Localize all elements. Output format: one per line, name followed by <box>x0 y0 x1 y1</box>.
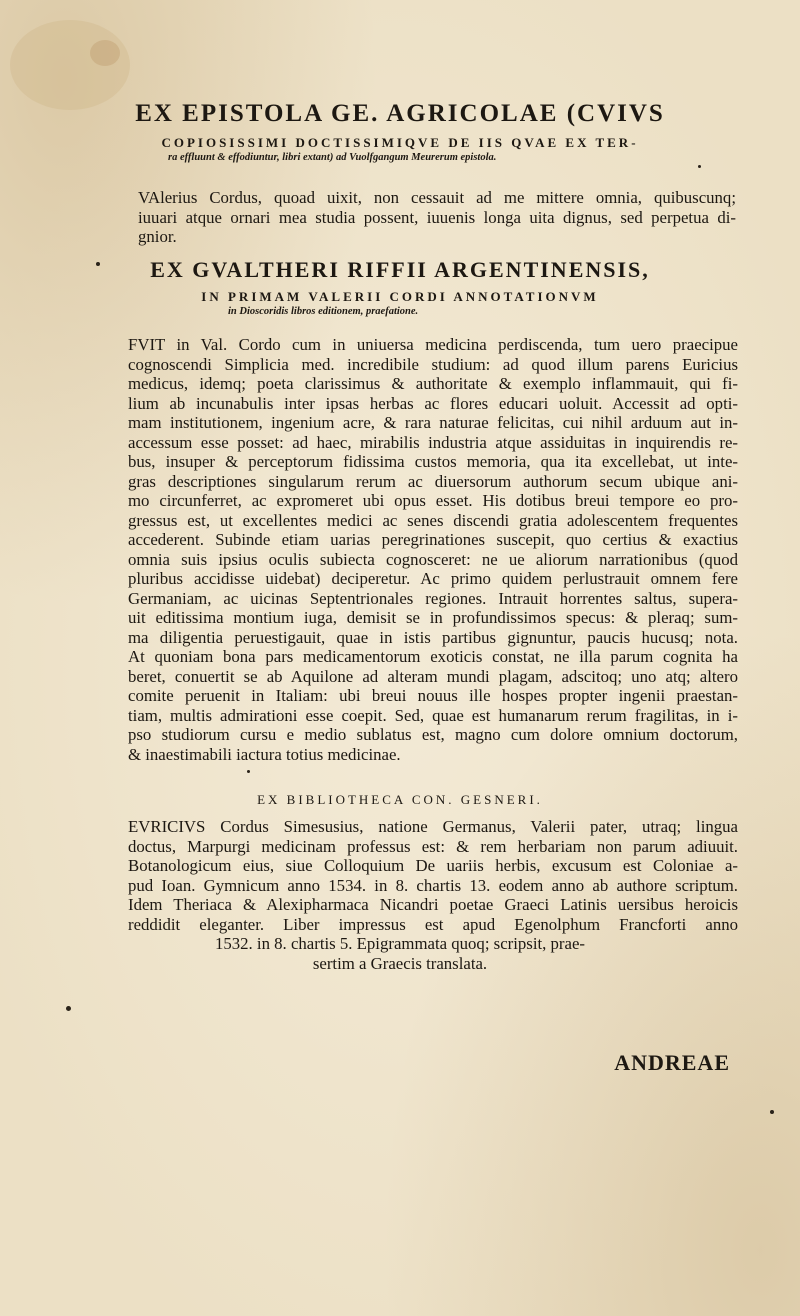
text-line: tiam, multis admirationi esse coepit. Sed, quae est humanarum rerum fragilitas, in i- <box>128 705 738 725</box>
text-line: & inaestimabili iactura totius medicinae. <box>128 744 401 764</box>
gesner-heading: EX BIBLIOTHECA CON. GESNERI. <box>257 792 543 807</box>
text-line: EVRICIVS Cordus Simesusius, natione Germanus, Valerii pater, utraq; lingua <box>128 817 738 836</box>
text-line: pud Ioan. Gymnicum anno 1534. in 8. chartis 13. eodem anno ab authore scriptum. <box>128 875 738 895</box>
text-line: lium ab incunabulis inter ipsas herbas ac flores educari uoluit. Accessit ad opti- <box>128 393 738 413</box>
riffius-heading: EX GVALTHERI RIFFII ARGENTINENSIS, <box>150 257 650 282</box>
ink-speck <box>66 1006 71 1011</box>
text-line: pluribus accidisse uidebat) deciperetur. Ac primo quidem perlustrauit omnem fere <box>128 569 738 588</box>
text-line: gras descriptiones singularum rerum ac diuersorum authorum secum ubique ani- <box>128 471 738 491</box>
riffius-subheading-italic: in Dioscoridis libros editionem, praefatione. <box>228 306 419 317</box>
text-line: cognoscendi Simplicia med. incredibile studium: ad quod illum parens Euricius <box>128 354 738 374</box>
text-line: doctus, Marpurgi medicinam professus est: & rem herbariam non parum adiuuit. <box>128 836 738 856</box>
riffius-subheading: IN PRIMAM VALERII CORDI ANNOTATIONVM <box>201 289 599 304</box>
text-line: ma diligentia peruestigauit, quae in istis partibus gignuntur, paucis hucusq; nota. <box>128 627 738 647</box>
text-line: VAlerius Cordus, quoad uixit, non cessauit ad me mittere omnia, quibuscunq; <box>138 188 736 207</box>
text-line: comite peruenit in Italiam: ubi breui nouus ille hospes propter ingenii praestan- <box>128 686 738 705</box>
text-line: gnior. <box>138 227 177 246</box>
ink-speck <box>770 1110 774 1114</box>
text-line: 1532. in 8. chartis 5. Epigrammata quoq; scripsit, prae- <box>214 934 586 953</box>
agricola-heading: EX EPISTOLA GE. AGRICOLAE (CVIVS <box>135 100 665 127</box>
text-line: bus, insuper & perceptorum fidissima custos memoria, qua ita excellebat, ut inte- <box>128 452 738 471</box>
paper-stain <box>10 20 130 110</box>
text-line: reddidit eleganter. Liber impressus est apud Egenolphum Francforti anno <box>128 914 738 934</box>
text-line: uit editissima montium iuga, demisit se in profundissimos specus: & pleraq; sum- <box>128 608 738 627</box>
text-line: Germaniam, ac uicinas Septentrionales regiones. Intrauit horrentes saltus, supera- <box>128 588 738 608</box>
text-line: accessum esse posset: ad haec, mirabilis industria atque assiduitas in inquirendis re- <box>128 432 738 452</box>
text-line: FVIT in Val. Cordo cum in uniuersa medicina perdiscenda, tum uero praecipue <box>128 335 738 354</box>
ink-speck <box>96 262 100 266</box>
agricola-subheading-italic: ra effluunt & effodiuntur, libri extant) ad Vuolfgangum Meurerum epistola. <box>168 152 497 163</box>
text-line: At quoniam bona pars medicamentorum exoticis constat, ne illa parum cognita ha <box>128 647 738 666</box>
riffius-text <box>128 335 738 764</box>
paper-stain <box>90 40 120 66</box>
text-line: omnia suis ipsius oculis subiecta cognosceret: ne ue aliorum narrationibus (quod <box>128 549 738 569</box>
ink-speck <box>698 165 701 168</box>
text-line: beret, conuertit se ab Aquilone ad alteram mundi plagam, adscitoq; uno atq; altero <box>128 666 738 686</box>
text-line: mam institutionem, ingenium acre, & rara naturae felicitas, cui nihil arduum aut in- <box>128 413 738 432</box>
ink-speck <box>247 770 250 773</box>
text-line: sertim a Graecis translata. <box>312 953 488 973</box>
text-line: Botanologicum eius, siue Colloquium De uariis herbis, excusum est Coloniae a- <box>128 856 738 875</box>
text-line: accederent. Subinde etiam uarias peregrinationes suscepit, quo certius & exactius <box>128 530 738 549</box>
gesner-text-centered <box>0 934 800 973</box>
catchword: ANDREAE <box>614 1050 730 1075</box>
agricola-text <box>138 188 736 247</box>
text-line: pso studiorum cursu e medio sublatus est, magno cum dolore omnium doctorum, <box>128 725 738 744</box>
text-line: mo circunferret, ac expromeret ubi opus esset. His dotibus breui tempore eo pro- <box>128 491 738 510</box>
text-line: Idem Theriaca & Alexipharmaca Nicandri poetae Graeci Latinis uersibus heroicis <box>128 895 738 914</box>
gesner-text <box>128 817 738 934</box>
agricola-subheading: COPIOSISSIMI DOCTISSIMIQVE DE IIS QVAE EX TER- <box>161 135 639 150</box>
text-line: medicus, idemq; poeta clarissimus & authoritate & exemplo inflammauit, qui fi- <box>128 374 738 393</box>
text-line: iuuari atque ornari mea studia possent, iuuenis longa uita dignus, sed perpetua di- <box>138 207 736 227</box>
text-line: gressus est, ut excellentes medici ac senes discendi gratia adolescentem frequentes <box>128 510 738 530</box>
